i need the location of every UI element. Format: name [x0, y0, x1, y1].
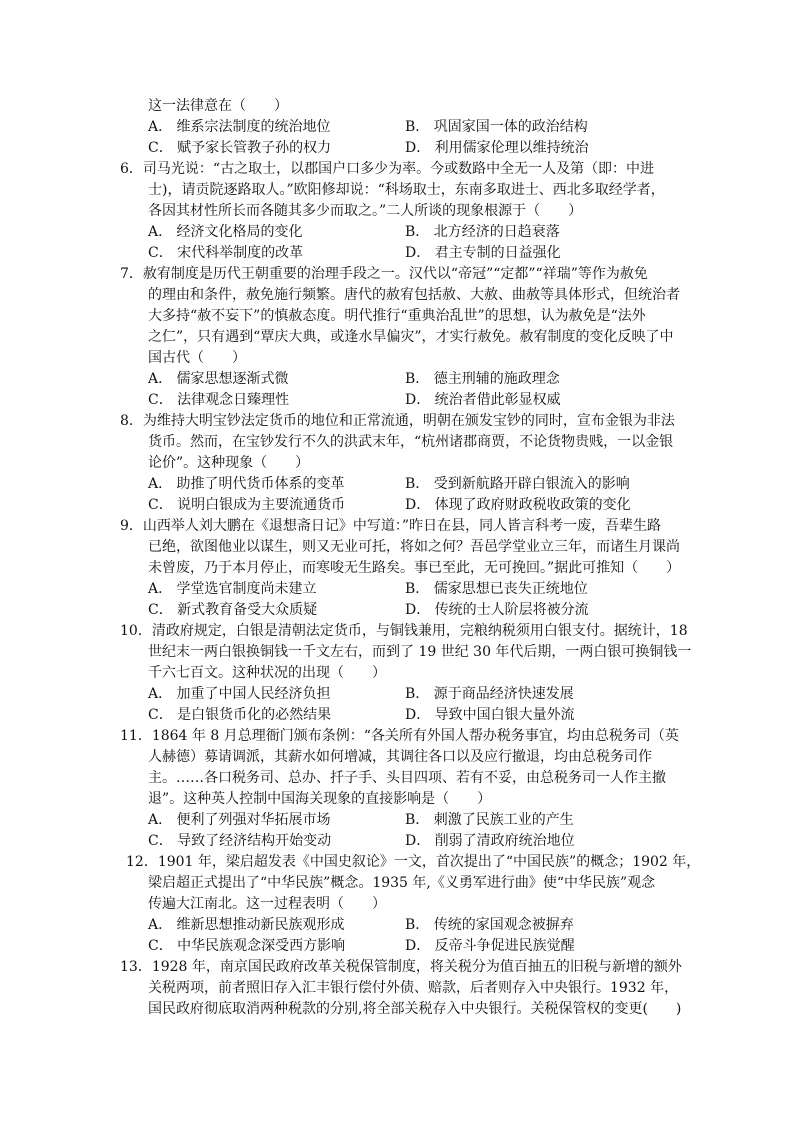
q6-stem-line1: 6．司马光说：“古之取士，以郡国户口多少为率。今或数路中全无一人及第（即：中进: [120, 161, 655, 177]
q10-option-c: C． 是白银货币化的必然结果: [148, 707, 332, 723]
q12-option-a: A． 维新思想推动新民族观形成: [148, 917, 345, 933]
q6-option-a: A． 经济文化格局的变化: [148, 224, 303, 240]
q9-option-d: D． 传统的士人阶层将被分流: [405, 602, 589, 618]
q11-stem-line4: 退”。这种英人控制中国海关现象的直接影响是（ ）: [148, 791, 492, 807]
q8-stem-line2: 货币。然而，在宝钞发行不久的洪武末年，“杭州诸郡商贾，不论货物贵贱，一以金银: [148, 434, 674, 450]
q10-option-a: A． 加重了中国人民经济负担: [148, 686, 331, 702]
q7-option-b: B． 德主刑辅的施政理念: [405, 371, 560, 387]
q8-option-d: D． 体现了政府财政税收政策的变化: [405, 497, 631, 513]
q12-option-c: C． 中华民族观念深受西方影响: [148, 938, 346, 954]
q5-stem-end: 这一法律意在（ ）: [148, 98, 288, 114]
q7-stem-line1: 7．赦宥制度是历代王朝重要的治理手段之一。汉代以“帝冠”“定都”“祥瑞”等作为赦免: [120, 266, 648, 282]
q6-option-d: D． 君主专制的日益强化: [405, 245, 561, 261]
q5-option-c: C． 赋予家长管教子孙的权力: [148, 140, 332, 156]
q7-stem-line5: 国古代（ ）: [148, 350, 246, 366]
q9-option-c: C． 新式教育备受大众质疑: [148, 602, 318, 618]
q11-option-b: B． 刺激了民族工业的产生: [405, 812, 574, 828]
q11-stem-line1: 11．1864 年 8 月总理衙门颁布条例：“各关所有外国人帮办税务事宜，均由总税务司（英: [120, 728, 679, 744]
q10-stem-line2: 世纪末一两白银换铜钱一千文左右，而到了 19 世纪 30 年代后期，一两白银可换铜钱一: [148, 644, 692, 660]
q13-stem-line2: 关税两项，前者照旧存入汇丰银行偿付外债、赔款，后者则存入中央银行。1932 年，: [148, 980, 679, 996]
q11-option-c: C． 导致了经济结构开始变动: [148, 833, 332, 849]
q8-option-a: A． 助推了明代货币体系的变革: [148, 476, 345, 492]
q8-option-c: C． 说明白银成为主要流通货币: [148, 497, 346, 513]
q11-option-d: D． 削弱了清政府统治地位: [405, 833, 575, 849]
q5-option-d: D． 利用儒家伦理以维持统治: [405, 140, 589, 156]
q9-stem-line1: 9．山西举人刘大鹏在《退想斋日记》中写道：”昨日在县，同人皆言科考一废，吾辈生路: [120, 518, 662, 534]
q12-stem-line3: 传遍大江南北。这一过程表明（ ）: [148, 896, 386, 912]
q5-option-a: A． 维系宗法制度的统治地位: [148, 119, 331, 135]
q7-stem-line3: 大多持“赦不妄下”的慎赦态度。明代推行“重典治乱世”的思想，认为赦免是“法外: [148, 308, 646, 324]
q12-stem-line1: 12．1901 年，梁启超发表《中国史叙论》一文，首次提出了“中国民族”的概念；1902 年，: [126, 854, 701, 870]
q9-option-a: A． 学堂选官制度尚未建立: [148, 581, 317, 597]
q10-stem-line1: 10．清政府规定，白银是清朝法定货币，与铜钱兼用，完粮纳税须用白银支付。据统计，18: [120, 623, 688, 639]
q7-option-d: D． 统治者借此彰显权威: [405, 392, 561, 408]
q10-stem-line3: 千六七百文。这种状况的出现（ ）: [148, 665, 386, 681]
q8-stem-line1: 8．为维持大明宝钞法定货币的地位和正常流通，明朝在颁发宝钞的同时，宣布金银为非法: [120, 413, 675, 429]
q10-option-d: D． 导致中国白银大量外流: [405, 707, 575, 723]
q9-option-b: B． 儒家思想已丧失正统地位: [405, 581, 588, 597]
q7-stem-line4: 之仁”，只有遇到“覃庆大典，或逢水旱偏灾”，才实行赦免。赦宥制度的变化反映了中: [148, 329, 674, 345]
q6-stem-line2: 士)，请贡院逐路取人。”欧阳修却说：“科场取士，东南多取进士、西北多取经学者，: [148, 182, 665, 198]
q11-option-a: A． 便利了列强对华拓展市场: [148, 812, 331, 828]
q7-option-a: A． 儒家思想逐渐式微: [148, 371, 289, 387]
q6-option-c: C． 宋代科举制度的改革: [148, 245, 304, 261]
q7-option-c: C． 法律观念日臻理性: [148, 392, 290, 408]
q12-stem-line2: 梁启超正式提出了“中华民族”概念。1935 年,《义勇军进行曲》使“中华民族”观念: [148, 875, 656, 891]
q11-stem-line3: 主。……各口税务司、总办、扦子手、头目四项、若有不妥，由总税务司一人作主撤: [148, 770, 666, 786]
q10-option-b: B． 源于商品经济快速发展: [405, 686, 574, 702]
q6-option-b: B． 北方经济的日趋衰落: [405, 224, 560, 240]
q6-stem-line3: 各因其材性所长而各随其多少而取之。”二人所谈的现象根源于（ ）: [148, 203, 583, 219]
q7-stem-line2: 的理由和条件，赦免施行频繁。唐代的赦宥包括赦、大赦、曲赦等具体形式，但统治者: [148, 287, 680, 303]
q5-option-b: B． 巩固家国一体的政治结构: [405, 119, 588, 135]
q8-stem-line3: 论价”。这种现象（ ）: [148, 455, 310, 471]
q12-option-d: D． 反帝斗争促进民族觉醒: [405, 938, 575, 954]
q13-stem-line3: 国民政府彻底取消两种税款的分别,将全部关税存入中央银行。关税保管权的变更( ): [148, 1001, 682, 1017]
q9-stem-line3: 未曾废，乃于本月停止，而寒唆无生路矣。事已至此，无可挽回。”据此可推知（ ）: [148, 560, 681, 576]
q9-stem-line2: 已绝，欲图他业以谋生，则又无业可托，将如之何？吾邑学堂业立三年，而诸生月课尚: [148, 539, 680, 555]
q12-option-b: B． 传统的家国观念被摒弃: [405, 917, 574, 933]
q8-option-b: B． 受到新航路开辟白银流入的影响: [405, 476, 630, 492]
q11-stem-line2: 人赫德）募请调派，其薪水如何增减，其调往各口以及应行撤退，均由总税务司作: [148, 749, 652, 765]
q13-stem-line1: 13．1928 年，南京国民政府改革关税保管制度，将关税分为值百抽五的旧税与新增的额外: [120, 959, 682, 975]
